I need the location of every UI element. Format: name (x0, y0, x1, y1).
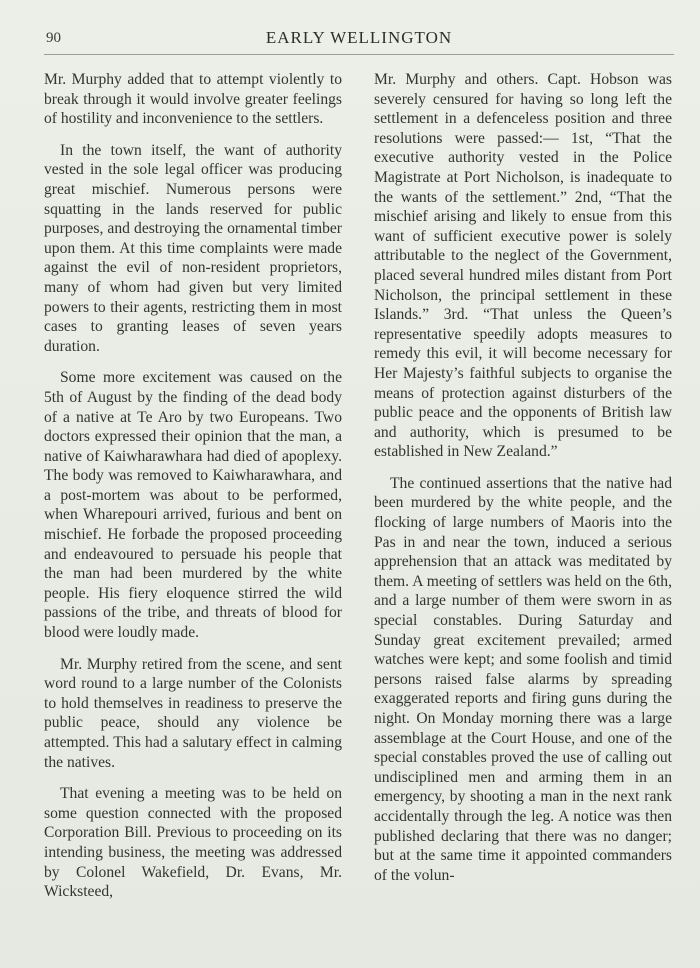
paragraph: Some more excitement was caused on the 5th of August by the finding of the dead body of a native at Te Aro by two Europeans. Two doctors expressed their opinion that the man, a native of Kaiwharawhara had died of apoplexy. The body was removed to Kaiwharawhara, and a post-mortem was about to be performed, when Wharepouri arrived, furious and bent on mischief. He forbade the proposed proceeding and endeavoured to persuade his people that the man had been murdered by the white people. His fiery eloquence stirred the wild passions of the tribe, and threats of blood for blood were loudly made. (44, 369, 342, 642)
paragraph: Mr. Murphy added that to attempt violently to break through it would involve greater feelings of hostility and inconvenience to the settlers. (44, 71, 342, 128)
paragraph: Mr. Murphy and others. Capt. Hobson was severely censured for having so long left the settlement in a defenceless position and three resolutions were passed:— 1st, “That the executive authority vested in the Police Magistrate at Port Nicholson, is inadequate to the wants of the settlement.” 2nd, “That the mischief arising and likely to ensue from this want of sufficient executive power is solely attributable to the neglect of the Government, placed several hundred miles distant from Port Nicholson, the principal settlement in these Islands.” 3rd. “That unless the Queen’s representative speedily adopts measures to remedy this evil, it will become necessary for Her Majesty’s faithful subjects to organise the means of protection against disturbers of the public peace and the opponents of British law and authority, which is presumed to be established in New Zealand.” (374, 71, 672, 461)
running-head: EARLY WELLINGTON (265, 28, 453, 47)
paragraph: The continued assertions that the native had been murdered by the white people, and the flocking of large numbers of Maoris into the Pas in and near the town, induced a serious apprehension that an attack was meditated by them. A meeting of settlers was held on the 6th, and a large number of them were sworn in as special constables. During Saturday and Sunday great excitement prevailed; armed watches were kept; and some foolish and timid persons raised false alarms by spreading exaggerated reports and firing guns during the night. On Monday morning there was a large assemblage at the Court House, and one of the special constables proved the use of calling out undisciplined men and arming them in an emergency, by shooting a man in the next rank accidentally through the leg. A notice was then published declaring that there was no danger; but at the same time it appointed commanders of the volun- (374, 474, 672, 884)
paragraph: That evening a meeting was to be held on some question connected with the proposed Corporation Bill. Previous to proceeding on its intending business, the meeting was addressed by Colonel Wakefield, Dr. Evans, Mr. Wicksteed, (44, 785, 342, 901)
paragraph: Mr. Murphy retired from the scene, and sent word round to a large number of the Colonists to hold themselves in readiness to preserve the public peace, should any violence be attempted. This had a salutary effect in calming the natives. (44, 655, 342, 771)
paragraph: In the town itself, the want of authority vested in the sole legal officer was producing great mischief. Numerous persons were squatting in the lands reserved for public purposes, and destroying the ornamental timber upon them. At this time complaints were made against the evil of non-resident proprietors, many of whom had given but very limited powers to their agents, restricting them in most cases to granting leases of seven years duration. (44, 141, 342, 355)
right-column (374, 70, 672, 914)
text-columns (44, 70, 672, 914)
page-number: 90 (46, 30, 61, 46)
left-column (44, 70, 342, 914)
page-header (44, 26, 674, 55)
